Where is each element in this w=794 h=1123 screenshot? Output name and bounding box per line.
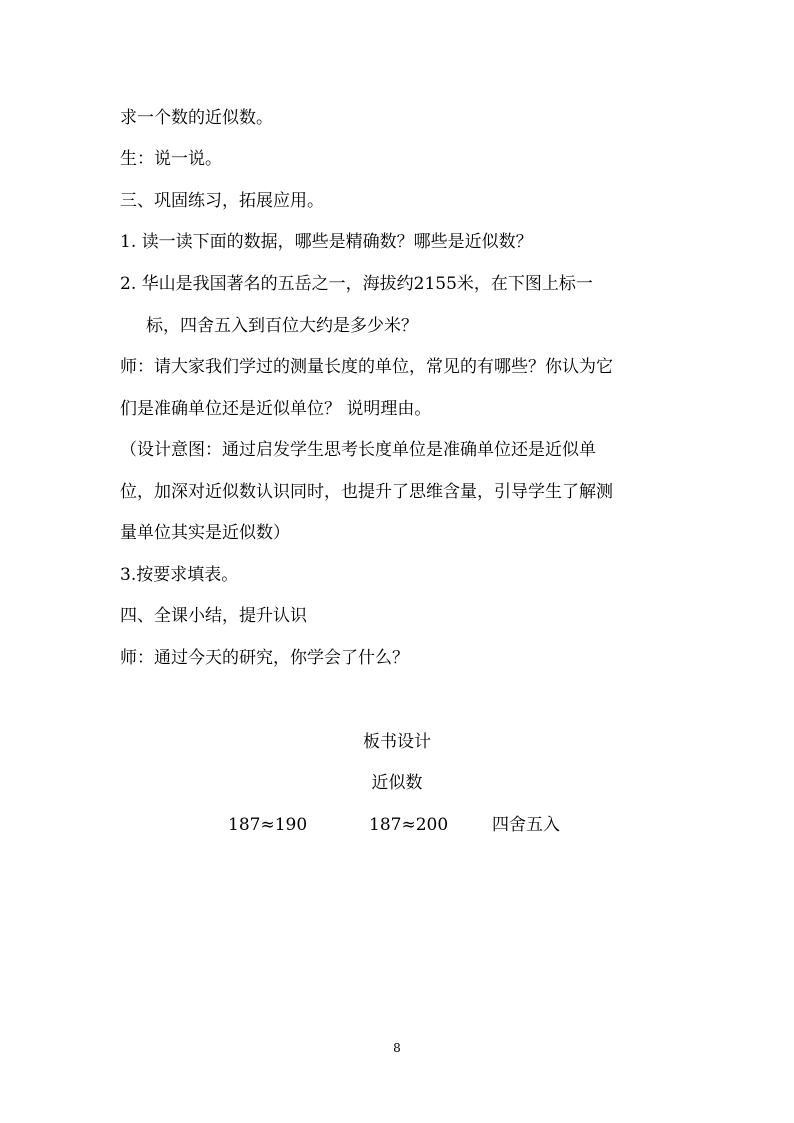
text-line-5: 2. 华山是我国著名的五岳之一，海拔约2155米，在下图上标一 xyxy=(120,274,593,294)
text-line-7: 师：请大家我们学过的测量长度的单位，常见的有哪些？你认为它 xyxy=(120,357,613,377)
text-line-14: 师：通过今天的研究，你学会了什么？ xyxy=(120,648,409,668)
board-formula-1: 187≈190 xyxy=(228,815,308,835)
text-line-4: 1. 读一读下面的数据，哪些是精确数？哪些是近似数？ xyxy=(120,232,533,252)
page-number: 8 xyxy=(393,1041,401,1055)
board-formula-2: 187≈200 xyxy=(369,815,449,835)
section-heading-summary: 四、全课小结，提升认识 xyxy=(120,606,307,626)
text-line-10: 位，加深对近似数认识同时，也提升了思维含量，引导学生了解测 xyxy=(120,482,613,502)
text-line-2: 生：说一说。 xyxy=(120,149,222,169)
text-line-6: 标，四舍五入到百位大约是多少米？ xyxy=(146,316,418,336)
board-subtitle: 近似数 xyxy=(371,773,423,793)
text-line-9: （设计意图：通过启发学生思考长度单位是准确单位还是近似单 xyxy=(120,440,596,460)
section-heading-practice: 三、巩固练习，拓展应用。 xyxy=(120,191,324,211)
text-line-11: 量单位其实是近似数） xyxy=(120,523,290,543)
text-line-1: 求一个数的近似数。 xyxy=(120,108,273,128)
text-line-8: 们是准确单位还是近似单位？ 说明理由。 xyxy=(120,399,432,419)
text-line-12: 3.按要求填表。 xyxy=(120,565,239,585)
board-title: 板书设计 xyxy=(363,732,431,752)
board-method: 四舍五入 xyxy=(492,815,560,835)
